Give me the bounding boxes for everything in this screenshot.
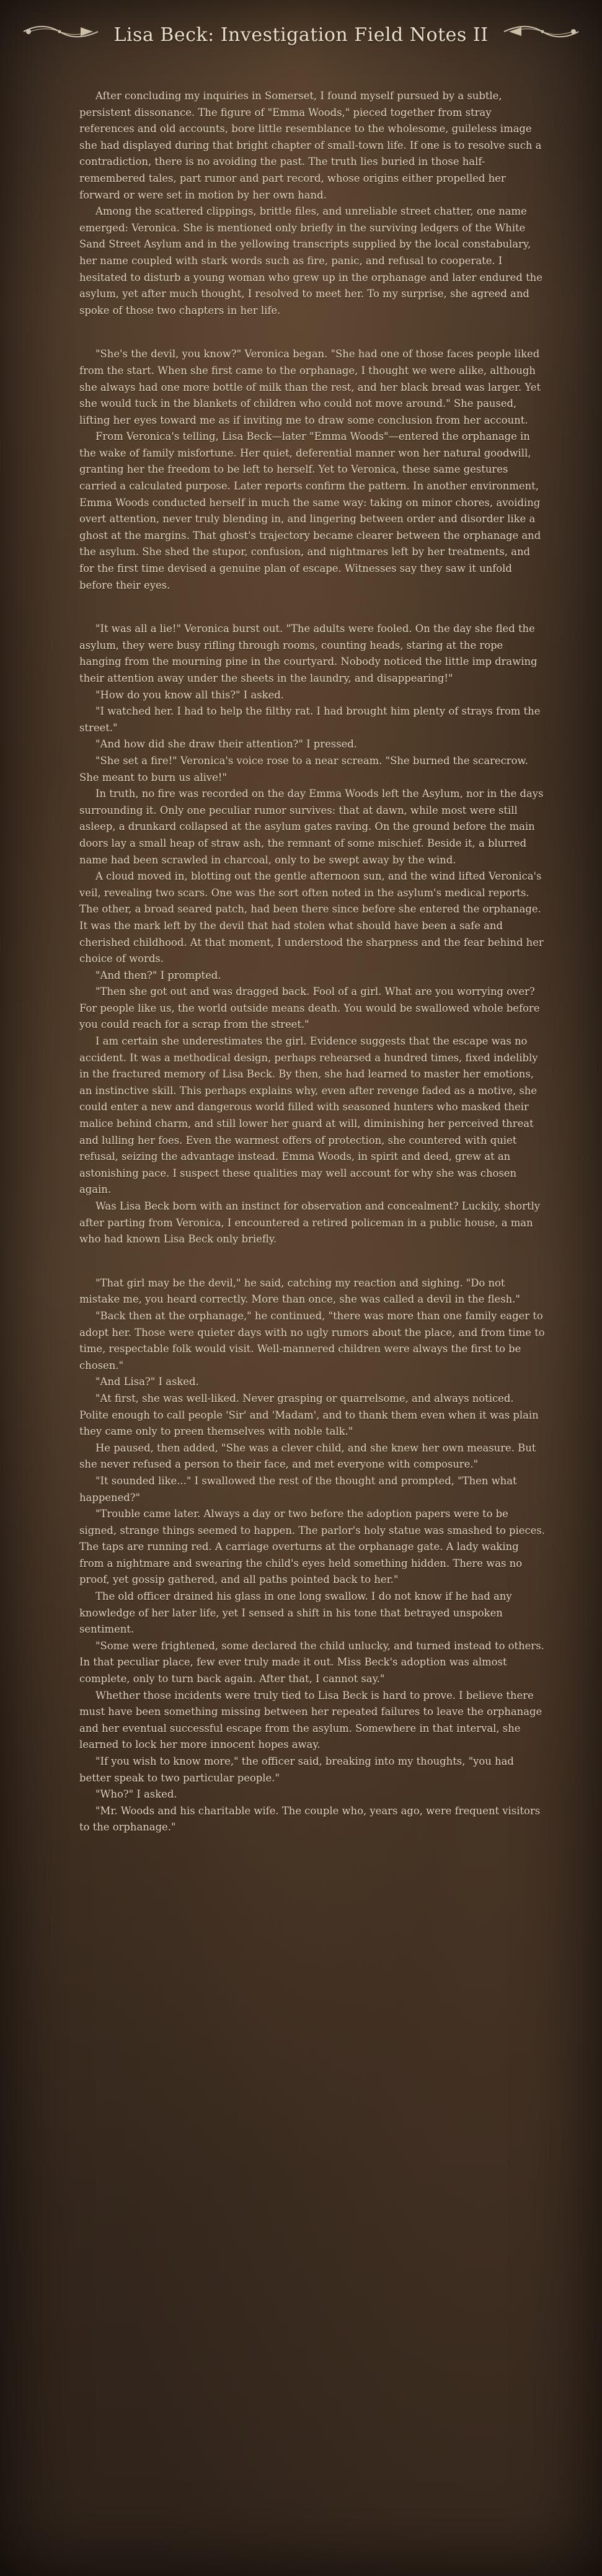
paragraph: "And then?" I prompted. [95, 969, 221, 981]
left-flourish-ornament [21, 24, 100, 40]
section-4 [79, 1275, 545, 1836]
page-title: Lisa Beck: Investigation Field Notes II [113, 24, 489, 46]
paragraph: He paused, then added, "She was a clever child, and she knew her own measure. But she never refused a person to their face, and met everyone with composure." [79, 1442, 536, 1471]
paragraph: Whether those incidents were truly tied to Lisa Beck is hard to prove. I believe there must have been something missing between her repeated failures to leave the orphanage and her eventual successful escape from the asylum. Somewhere in that interval, she learned to lock her more innocent hopes away. [79, 1689, 542, 1751]
paragraph: "I watched her. I had to help the filthy rat. I had brought him plenty of strays from the street." [79, 705, 541, 734]
paragraph: "Some were frightened, some declared the child unlucky, and turned instead to others. In that peculiar place, few ever truly made it out. Miss Beck's adoption was almost complete, only to turn back again. After that, I cannot say." [79, 1639, 544, 1685]
paragraph: "And Lisa?" I asked. [95, 1376, 199, 1388]
paragraph: Among the scattered clippings, brittle files, and unreliable street chatter, one name emerged: Veronica. She is mentioned only briefly in the surviving ledgers of the White Sand Street Asylum and in the yellowing transcripts supplied by the local constabulary, her name coupled with stark words such as fire, panic, and refusal to cooperate. I hesitated to disturb a young woman who grew up in the orphanage and later endured the asylum, yet after much thought, I resolved to meet her. To my surprise, she agreed and spoke of those two chapters in her life. [79, 205, 542, 316]
paragraph: "It was all a lie!" Veronica burst out. "The adults were fooled. On the day she fled the asylum, they were busy rifling through rooms, counting heads, staring at the rope hanging from the mourning pine in the courtyard. Nobody noticed the little imp drawing their attention away under the sheets in the laundry, and disappearing!" [79, 623, 538, 684]
paragraph: "At first, she was well-liked. Never grasping or quarrelsome, and always noticed. Polite enough to call people 'Sir' and 'Madam', and to thank them even when it was plain they came only to preen themselves with noble talk." [79, 1392, 539, 1438]
paragraph: "Trouble came later. Always a day or two before the adoption papers were to be signed, strange things seemed to happen. The parlor's holy statue was smashed to pieces. The taps are running red. A carriage overturns at the orphanage gate. A lady waking from a nightmare and swearing the child's eyes held something hidden. There was no proof, yet gossip gathered, and all paths pointed back to her." [79, 1508, 545, 1586]
paragraph: "She set a fire!" Veronica's voice rose to a near scream. "She burned the scarecrow. She meant to burn us alive!" [79, 754, 528, 783]
paragraph: After concluding my inquiries in Somerset, I found myself pursued by a subtle, persistent dissonance. The figure of "Emma Woods," pieced together from stray references and old accounts, bore little resemblance to the wholesome, guileless image she had displayed during that bright chapter of small-town life. If one is to resolve such a contradiction, there is no avoiding the past. The truth lies buried in those half-remembered tales, part rumor and part record, whose origins either propelled her forward or were set in motion by her own hand. [79, 90, 542, 201]
paragraph: "How do you know all this?" I asked. [95, 689, 285, 701]
paragraph: Was Lisa Beck born with an instinct for observation and concealment? Luckily, shortly after parting from Veronica, I encountered a retired policeman in a public house, a man who had known Lisa Beck only briefly. [79, 1200, 541, 1246]
section-2 [79, 346, 545, 594]
field-notes-body [0, 69, 602, 1836]
paragraph: "It sounded like..." I swallowed the rest of the thought and prompted, "Then what happened?" [79, 1474, 517, 1504]
paragraph: "If you wish to know more," the officer said, breaking into my thoughts, "you had better speak to two particular people." [79, 1755, 514, 1784]
paragraph: A cloud moved in, blotting out the gentle afternoon sun, and the wind lifted Veronica's veil, revealing two scars. One was the sort often noted in the asylum's medical reports. The other, a broad seared patch, had been there since before she entered the orphanage. It was the mark left by the devil that had stolen what should have been a safe and cherished childhood. At that moment, I understood the sharpness and the fear behind her choice of words. [79, 870, 544, 965]
paragraph: In truth, no fire was recorded on the day Emma Woods left the Asylum, nor in the days surrounding it. Only one peculiar rumor survives: that at dawn, while most were still asleep, a drunkard collapsed at the asylum gates raving. On the ground before the main doors lay a small heap of straw ash, the remnant of some mischief. Beside it, a blurred name had been scrawled in charcoal, only to be swept away by the wind. [79, 788, 544, 866]
paragraph: From Veronica's telling, Lisa Beck—later "Emma Woods"—entered the orphanage in the wake of family misfortune. Her quiet, deferential manner won her natural goodwill, granting her the freedom to be left to herself. Yet to Veronica, these same gestures carried a calculated purpose. Later reports confirm the pattern. In another environment, Emma Woods conducted herself in much the same way: taking on minor chores, avoiding overt attention, never truly blending in, and lingering between order and disorder like a ghost at the margins. That ghost's trajectory became clearer between the orphanage and the asylum. She shed the stupor, confusion, and nightmares left by her treatments, and for the first time devised a genuine plan of escape. Witnesses say they saw it unfold before their eyes. [79, 430, 541, 591]
section-3 [79, 621, 545, 1248]
right-flourish-ornament [502, 24, 581, 40]
paragraph: "She's the devil, you know?" Veronica began. "She had one of those faces people liked from the start. When she first came to the orphanage, I thought we were alike, although she always had one more bottle of milk than the rest, and her black bread was larger. Yet she would tuck in the blankets of children who could not move around." She paused, lifting her eyes toward me as if inviting me to draw some conclusion from her account. [79, 348, 541, 426]
paragraph: "Mr. Woods and his charitable wife. The couple who, years ago, were frequent visitors to the orphanage." [79, 1804, 541, 1834]
paragraph: "And how did she draw their attention?" I pressed. [95, 738, 358, 751]
paragraph: "Then she got out and was dragged back. Fool of a girl. What are you worrying over? For people like us, the world outside means death. You would be swallowed whole before you could reach for a scrap from the street." [79, 986, 540, 1031]
paragraph: "That girl may be the devil," he said, catching my reaction and sighing. "Do not mistake me, you heard correctly. More than once, she was called a devil in the flesh." [79, 1277, 520, 1306]
paragraph: "Back then at the orphanage," he continued, "there was more than one family eager to adopt her. Those were quieter days with no ugly rumors about the place, and from time to time, respectable folk would visit. Well-mannered children were always the first to be chosen." [79, 1309, 545, 1371]
header [0, 0, 602, 69]
paragraph: The old officer drained his glass in one long swallow. I do not know if he had any knowledge of her later life, yet I sensed a shift in his tone that betrayed unspoken sentiment. [79, 1590, 512, 1636]
paragraph: I am certain she underestimates the girl. Evidence suggests that the escape was no accident. It was a methodical design, perhaps rehearsed a hundred times, fixed indelibly in the fractured memory of Lisa Beck. By then, she had learned to master her emotions, an instinctive skill. This perhaps explains why, even after revenge faded as a motive, she could enter a new and dangerous world filled with seasoned hunters who masked their malice behind charm, and still lower her guard at will, diminishing her perceived threat and lulling her foes. Even the warmest offers of protection, she countered with quiet refusal, seizing the advantage instead. Emma Woods, in spirit and deed, grew at an astonishing pace. I suspect these qualities may well account for why she was chosen again. [79, 1035, 538, 1196]
paragraph: "Who?" I asked. [95, 1788, 177, 1801]
section-1 [79, 88, 545, 319]
